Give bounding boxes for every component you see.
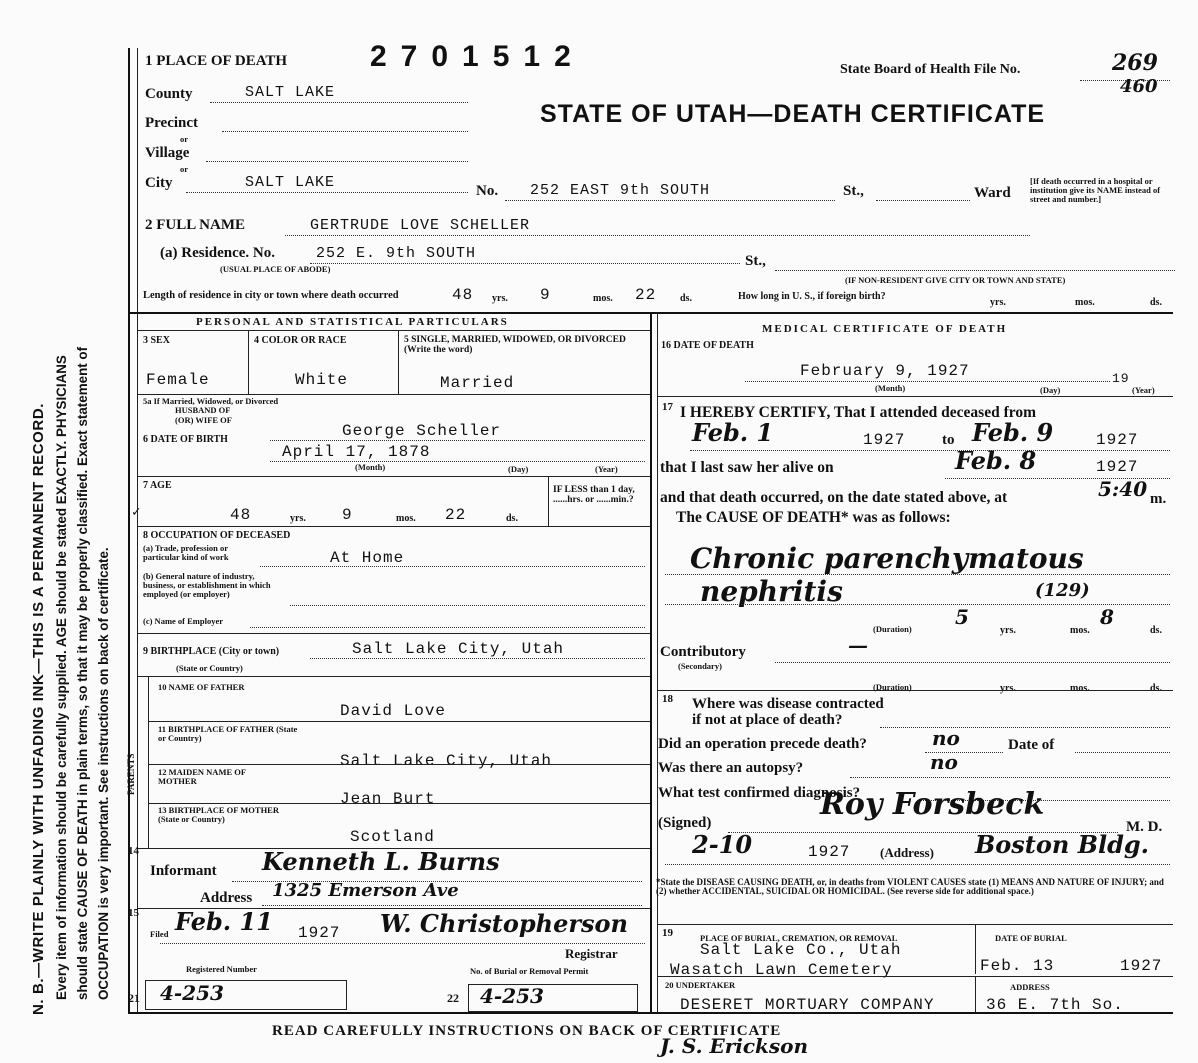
occ-b-label: (b) General nature of industry, business, or establishment in which employed (or employer) [143,571,271,599]
yrs-unit: yrs. [990,297,1006,308]
board-file-label: State Board of Health File No. [840,62,1021,77]
us-label: How long in U. S., if foreign birth? [738,291,886,302]
signed-date: 2-10 [692,830,753,859]
bottom-signature: J. S. Erickson [660,1034,809,1058]
spouse-label-c: (OR) WIFE OF [175,415,232,425]
duration-mos: 8 [1100,605,1114,629]
spouse-value: George Scheller [342,422,502,440]
burial-date-label: DATE OF BURIAL [995,933,1067,943]
occurred-time: 5:40 [1098,477,1148,501]
age-check: ✓ [132,505,142,521]
cause-code: (129) [1035,580,1090,601]
birthplace-value: Salt Lake City, Utah [352,640,565,658]
marital-label: 5 SINGLE, MARRIED, WIDOWED, OR DIVORCED (Write the word) [404,335,626,355]
contributory-sub: (Secondary) [678,661,722,671]
cause-label: The CAUSE OF DEATH* was as follows: [676,509,951,526]
length-ds: 22 [635,286,657,304]
or-label: or [180,164,189,174]
physician-address: Boston Bldg. [975,830,1150,859]
day-sub: (Day) [508,464,529,474]
attended-to-year: 1927 [1096,431,1139,449]
certify-text: I HEREBY CERTIFY, That I attended deceased from [680,404,1036,421]
filed-year: 1927 [298,924,341,942]
margin-note-1: Every item of information should be carefully supplied. AGE should be stated EXACTLY. PHYSICIANS [54,355,69,1000]
occ-label: 8 OCCUPATION OF DECEASED [143,530,291,541]
contributory-value: — [848,633,868,657]
attended-from-year: 1927 [863,431,906,449]
mos-unit: mos. [593,293,613,304]
spouse-label-b: HUSBAND OF [175,405,231,415]
precinct-label: Precinct [145,115,199,131]
attended-to: Feb. 9 [972,418,1054,447]
certificate-title: STATE OF UTAH—DEATH CERTIFICATE [540,100,1046,128]
cause-footnote: *State the DISEASE CAUSING DEATH, or, in deaths from VIOLENT CAUSES state (1) MEANS AND NATURE OF INJURY; and (2) whether ACCIDENTAL, SUICIDAL OR HOMICIDAL. (See reverse side for additional space.) [656,877,1164,897]
dob-value: April 17, 1878 [282,443,431,461]
county-value: SALT LAKE [245,84,336,101]
item-15: 15 [128,907,139,919]
sex-value: Female [146,371,210,389]
where-label-1: Where was disease contracted [692,696,884,712]
year-sub: (Year) [1132,385,1155,395]
mos-unit: mos. [396,513,416,524]
margin-note-2: should state CAUSE OF DEATH in plain terms, so that it may be properly classified. Exact statement of [75,346,90,1000]
date-of-death-label: 16 DATE OF DEATH [661,340,754,351]
dob-label: 6 DATE OF BIRTH [143,434,228,445]
reg-no-label: Registered Number [186,964,257,974]
filed-date: Feb. 11 [175,907,273,936]
last-saw-year: 1927 [1096,458,1139,476]
father-bp-label: 11 BIRTHPLACE OF FATHER (State or Country) [158,724,298,743]
year-prefix: 19 [1112,371,1130,386]
date-of-death-value: February 9, 1927 [800,362,970,380]
undertaker-label: 20 UNDERTAKER [665,980,736,990]
residence-sub: (USUAL PLACE OF ABODE) [220,264,331,274]
age-label: 7 AGE [143,480,172,491]
city-value: SALT LAKE [245,174,336,191]
age-mos: 9 [342,506,353,524]
spouse-label-a: 5a If Married, Widowed, or Divorced [143,396,279,406]
color-label: 4 COLOR OR RACE [254,335,347,346]
burial-place-label: PLACE OF BURIAL, CREMATION, OR REMOVAL [700,933,898,943]
cause-line-2: nephritis [700,575,843,608]
burial-date: Feb. 13 [980,957,1055,975]
board-file-sub: 460 [1120,76,1158,97]
burial-place-2: Wasatch Lawn Cemetery [670,961,893,979]
burial-no-value: 4-253 [480,984,544,1008]
physician-signature: Roy Forsbeck [820,787,1045,822]
length-yrs: 48 [452,286,474,304]
sex-label: 3 SEX [143,335,170,346]
birthplace-sub: (State or Country) [176,663,243,673]
occurred-text: and that death occurred, on the date stated above, at [660,489,1008,506]
full-name-label: 2 FULL NAME [145,217,246,233]
frame-left-inner [137,48,138,1013]
street-no-label: No. [476,183,499,199]
street-value: 252 EAST 9th SOUTH [530,182,711,199]
place-of-death-label: 1 PLACE OF DEATH [145,53,288,69]
certificate-number: 2701512 [370,40,585,73]
burial-no-label: No. of Burial or Removal Permit [470,966,589,976]
informant-label: Informant [150,863,217,879]
duration-label: (Duration) [873,682,912,692]
last-saw-date: Feb. 8 [955,446,1037,475]
column-divider [650,312,652,1012]
where-label-2: if not at place of death? [692,712,843,728]
nonres-note: (IF NON-RESIDENT GIVE CITY OR TOWN AND STATE) [845,275,1066,285]
ds-unit: ds. [680,293,692,304]
m-label: m. [1150,491,1167,507]
day-sub: (Day) [1040,385,1061,395]
occ-a-label: (a) Trade, profession or particular kind of work [143,543,229,562]
item-17: 17 [662,401,673,413]
residence-label: (a) Residence. No. [160,245,275,261]
full-name-value: GERTRUDE LOVE SCHELLER [310,217,531,234]
board-file-number: 269 [1112,50,1158,76]
mother-label: 12 MAIDEN NAME OF MOTHER [158,767,246,786]
mos-unit: mos. [1075,297,1095,308]
item-18: 18 [662,693,673,705]
village-label: Village [145,145,190,161]
mother-value: Jean Burt [340,790,436,808]
age-ds: 22 [445,506,467,524]
item-21: 21 [128,991,140,1005]
mother-bp-value: Scotland [350,828,435,846]
filed-label: Filed [150,929,169,939]
registrar-signature: W. Christopherson [380,909,628,938]
address-label-2: (Address) [880,845,934,860]
yrs-unit: yrs. [1000,625,1016,636]
ds-unit: ds. [506,513,518,524]
county-label: County [145,86,193,102]
age-yrs: 48 [230,506,252,524]
informant-address: 1325 Emerson Ave [272,880,459,901]
instructions-footer: READ CAREFULLY INSTRUCTIONS ON BACK OF CERTIFICATE [272,1023,782,1039]
duration-label: (Duration) [873,624,912,634]
date-of-label: Date of [1008,737,1055,753]
month-sub: (Month) [355,462,386,472]
item-22: 22 [447,991,459,1005]
year-sub: (Year) [595,464,618,474]
street-st-label: St., [843,183,864,199]
frame-left [128,48,130,1013]
father-label: 10 NAME OF FATHER [158,682,245,692]
address-label: Address [200,890,253,906]
birthplace-label: 9 BIRTHPLACE (City or town) [143,646,280,657]
color-value: White [295,371,349,389]
residence-value: 252 E. 9th SOUTH [316,245,477,262]
father-bp-value: Salt Lake City, Utah [340,752,553,770]
margin-warning: N. B.—WRITE PLAINLY WITH UNFADING INK—THIS IS A PERMANENT RECORD. [30,402,47,1015]
signed-year: 1927 [808,843,851,861]
undertaker-address: 36 E. 7th So. [986,996,1124,1014]
yrs-unit: yrs. [492,293,508,304]
mos-unit: mos. [1070,625,1090,636]
marital-value: Married [440,374,515,392]
length-mos: 9 [540,286,551,304]
reg-no-value: 4-253 [160,981,224,1005]
mother-bp-label: 13 BIRTHPLACE OF MOTHER (State or Country) [158,805,279,824]
less-label: IF LESS than 1 day, ......hrs. or ......min.? [553,485,635,505]
autopsy-value: no [930,750,958,774]
contributory-label: Contributory [660,644,746,660]
registrar-label: Registrar [565,946,618,961]
parents-label: PARENTS [126,753,136,795]
operation-value: no [932,726,960,750]
residence-st-label: St., [745,253,766,269]
occ-value: At Home [330,549,405,567]
yrs-unit: yrs. [1000,683,1016,694]
signed-label: (Signed) [658,815,712,831]
yrs-unit: yrs. [290,513,306,524]
undertaker-address-label: ADDRESS [1010,982,1050,992]
autopsy-label: Was there an autopsy? [658,760,804,776]
undertaker-value: DESERET MORTUARY COMPANY [680,996,935,1014]
attended-from: Feb. 1 [692,418,774,447]
margin-note-3: OCCUPATION is very important. See instructions on back of certificate. [96,547,111,1000]
personal-header: PERSONAL AND STATISTICAL PARTICULARS [196,316,509,328]
ward-label: Ward [974,185,1011,201]
mos-unit: mos. [1070,683,1090,694]
duration-yrs: 5 [955,605,969,629]
md-label: M. D. [1126,819,1163,835]
burial-place-1: Salt Lake Co., Utah [700,941,902,959]
length-label: Length of residence in city or town where death occurred [143,290,399,301]
month-sub: (Month) [875,383,906,393]
or-label: or [180,134,189,144]
item-19: 19 [662,927,673,939]
ds-unit: ds. [1150,683,1162,694]
ds-unit: ds. [1150,297,1162,308]
test-label: What test confirmed diagnosis? [658,785,861,801]
to-label: to [942,432,955,448]
informant-signature: Kenneth L. Burns [262,847,500,876]
city-label: City [145,175,173,191]
item-14: 14 [128,845,139,857]
operation-label: Did an operation precede death? [658,736,867,752]
employer-label: (c) Name of Employer [143,616,224,626]
ward-note: [If death occurred in a hospital or institution give its NAME instead of street and number.] [1030,176,1161,204]
medical-header: MEDICAL CERTIFICATE OF DEATH [762,323,1008,335]
father-value: David Love [340,702,447,720]
last-saw-text: that I last saw her alive on [660,459,834,476]
cause-line-1: Chronic parenchymatous [690,542,1084,575]
ds-unit: ds. [1150,625,1162,636]
burial-year: 1927 [1120,957,1163,975]
